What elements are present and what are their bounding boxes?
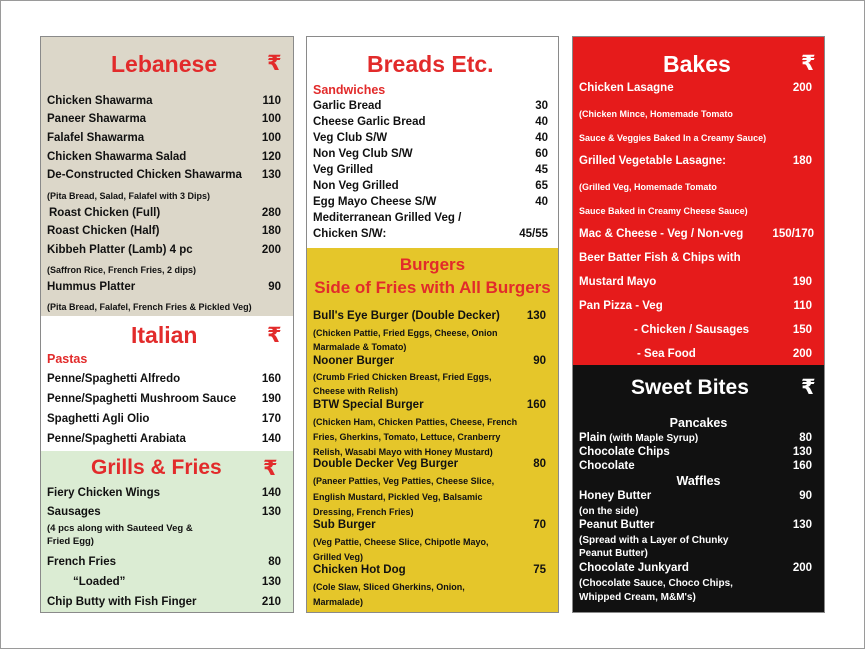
bakes-rupee-icon: ₹ <box>801 52 816 75</box>
burgers-section: Burgers Side of Fries with All Burgers Bull's Eye Burger (Double Decker) 130 (Chicken Pattie, Fried Eggs, Cheese, Onion Marmalade & Tomato) Nooner Burger 90 (Crumb Fried Chicken Breast, Fried Eggs, Cheese with Relish) BTW Special Burger 160 (Chicken Ham, Chicken Patties, Cheese, French Fries, Gherkins, Tomato, Lettuce, Cranberry Relish, Wasabi Mayo with Honey Mustard) Double Decker Veg Burger 80 (Paneer Patties, Veg Patties, Cheese Slice, English Mustard, Pickled Veg, Balsamic Dressing, French Fries) Sub Burger 70 (Veg Pattie, Cheese Slice, Chipotle Mayo, Grilled Veg) Chicken Hot Dog 75 (Cole Slaw, Sliced Gherkins, Onion, Marmalade) <box>307 248 558 613</box>
sandwiches-subheading: Sandwiches <box>313 83 386 97</box>
italian-rupee-icon: ₹ <box>267 324 282 347</box>
item-description: (4 pcs along with Sauteed Veg & <box>47 523 193 534</box>
item-description: Grilled Veg) <box>313 552 364 562</box>
item-description: (Chocolate Sauce, Choco Chips, <box>579 578 733 589</box>
item-description: (Pita Bread, Falafel, French Fries & Pickled Veg) <box>47 302 252 312</box>
item-description: (Spread with a Layer of Chunky <box>579 535 729 546</box>
item-description: Peanut Butter) <box>579 548 648 559</box>
bakes-title: Bakes <box>663 51 731 77</box>
item-description: Marmalade) <box>313 597 364 607</box>
item-description: Cheese with Relish) <box>313 386 399 396</box>
sweet-bites-title: Sweet Bites <box>631 376 749 399</box>
grills-rupee-icon: ₹ <box>263 457 278 480</box>
pancakes-heading: Pancakes <box>669 416 728 430</box>
item-description: (Crumb Fried Chicken Breast, Fried Eggs, <box>313 372 492 382</box>
item-description: (Pita Bread, Salad, Falafel with 3 Dips) <box>47 191 211 201</box>
italian-section: Italian ₹ Pastas Penne/Spaghetti Alfredo 160 Penne/Spaghetti Mushroom Sauce 190 Spaghetti Agli Olio 170 Penne/Spaghetti Arabiata 140 <box>41 316 293 451</box>
item-description: Fried Egg) <box>47 536 94 547</box>
burgers-subtitle: Side of Fries with All Burgers <box>314 278 551 297</box>
item-description: (Grilled Veg, Homemade Tomato <box>579 182 717 192</box>
bakes-sweet-column: Bakes ₹ Chicken Lasagne 200 (Chicken Mince, Homemade Tomato Sauce & Veggies Baked In a Creamy Sauce) Grilled Vegetable Lasagne: 180 (Grilled Veg, Homemade Tomato Sauce Baked in Creamy Cheese Sauce) Mac & Cheese - Veg / Non-veg 150/170 Beer Batter Fish & Chips with Mustard Mayo 190 Pan Pizza - Veg 110 - Chicken / Sausages 150 - Sea Food 200 Sweet Bites ₹ Pancakes Plain (with Maple Syrup) 80 Chocolate Chips 130 Chocolate 160 Waffles Honey Butter 90 (on the side) Peanut Butter 130 (Spread with a Layer of Chunky Peanut Butter) Chocolate Junkyard 200 (Chocolate Sauce, Choco Chips, Whipped Cream, M&M's) <box>572 36 825 613</box>
bakes-section: Bakes ₹ Chicken Lasagne 200 (Chicken Mince, Homemade Tomato Sauce & Veggies Baked In a Creamy Sauce) Grilled Vegetable Lasagne: 180 (Grilled Veg, Homemade Tomato Sauce Baked in Creamy Cheese Sauce) Mac & Cheese - Veg / Non-veg 150/170 Beer Batter Fish & Chips with Mustard Mayo 190 Pan Pizza - Veg 110 - Chicken / Sausages 150 - Sea Food 200 <box>573 37 824 365</box>
item-description: (Saffron Rice, French Fries, 2 dips) <box>47 265 197 275</box>
burgers-title: Burgers <box>399 255 466 274</box>
lebanese-italian-grills-column <box>40 36 294 613</box>
item-description: Fries, Gherkins, Tomato, Lettuce, Cranberry <box>313 432 501 442</box>
sweet-rupee-icon: ₹ <box>801 376 816 399</box>
item-description: Sauce & Veggies Baked In a Creamy Sauce) <box>579 133 767 143</box>
item-description: Relish, Wasabi Mayo with Honey Mustard) <box>313 447 493 457</box>
lebanese-title: Lebanese <box>111 51 218 77</box>
item-description: (Chicken Pattie, Fried Eggs, Cheese, Onion <box>313 328 498 338</box>
item-description: Sauce Baked in Creamy Cheese Sauce) <box>579 206 748 216</box>
breads-title: Breads Etc. <box>367 51 494 77</box>
grills-fries-title: Grills & Fries <box>91 456 222 479</box>
item-description: (Cole Slaw, Sliced Gherkins, Onion, <box>313 582 465 592</box>
item-description: Whipped Cream, M&M's) <box>579 592 696 603</box>
waffles-heading: Waffles <box>676 474 721 488</box>
item-description: Dressing, French Fries) <box>313 507 414 517</box>
pastas-subheading: Pastas <box>47 352 88 366</box>
breads-burgers-column: Breads Etc. Sandwiches Garlic Bread 30 Cheese Garlic Bread 40 Veg Club S/W 40 Non Veg Club S/W 60 Veg Grilled 45 Non Veg Grilled 65 Egg Mayo Cheese S/W 40 Mediterranean Grilled Veg / Chicken S/W: 45/55 Burgers Side of Fries with All Burgers Bull's Eye Burger (Double Decker) 130 (Chicken Pattie, Fried Eggs, Cheese, Onion Marmalade & Tomato) Nooner Burger 90 (Crumb Fried Chicken Breast, Fried Eggs, Cheese with Relish) BTW Special Burger 160 (Chicken Ham, Chicken Patties, Cheese, French Fries, Gherkins, Tomato, Lettuce, Cranberry Relish, Wasabi Mayo with Honey Mustard) Double Decker Veg Burger 80 (Paneer Patties, Veg Patties, Cheese Slice, English Mustard, Pickled Veg, Balsamic Dressing, French Fries) Sub Burger 70 (Veg Pattie, Cheese Slice, Chipotle Mayo, Grilled Veg) Chicken Hot Dog 75 (Cole Slaw, Sliced Gherkins, Onion, Marmalade) <box>306 36 559 613</box>
item-description: (on the side) <box>579 506 639 517</box>
item-description: (Chicken Mince, Homemade Tomato <box>579 109 733 119</box>
item-description: (Chicken Ham, Chicken Patties, Cheese, French <box>313 417 518 427</box>
item-description: (Veg Pattie, Cheese Slice, Chipotle Mayo, <box>313 537 489 547</box>
grills-fries-section: Grills & Fries ₹ Fiery Chicken Wings 140 Sausages 130 (4 pcs along with Sauteed Veg & Fried Egg) French Fries 80 “Loaded” 130 Chip Butty with Fish Finger 210 <box>41 451 293 613</box>
item-description: Marmalade & Tomato) <box>313 342 407 352</box>
item-description: English Mustard, Pickled Veg, Balsamic <box>313 492 483 502</box>
item-description: (Paneer Patties, Veg Patties, Cheese Slice, <box>313 476 495 486</box>
lebanese-section: Lebanese ₹ Chicken Shawarma 110 Paneer Shawarma 100 Falafel Shawarma 100 Chicken Shawarma Salad 120 De-Constructed Chicken Shawarma 130 (Pita Bread, Salad, Falafel with 3 Dips) Roast Chicken (Full) 280 Roast Chicken (Half) 180 Kibbeh Platter (Lamb) 4 pc 200 (Saffron Rice, French Fries, 2 dips) Hummus Platter 90 (Pita Bread, Falafel, French Fries & Pickled Veg) <box>41 37 293 316</box>
lebanese-rupee-icon: ₹ <box>267 52 282 75</box>
italian-title: Italian <box>131 322 198 348</box>
